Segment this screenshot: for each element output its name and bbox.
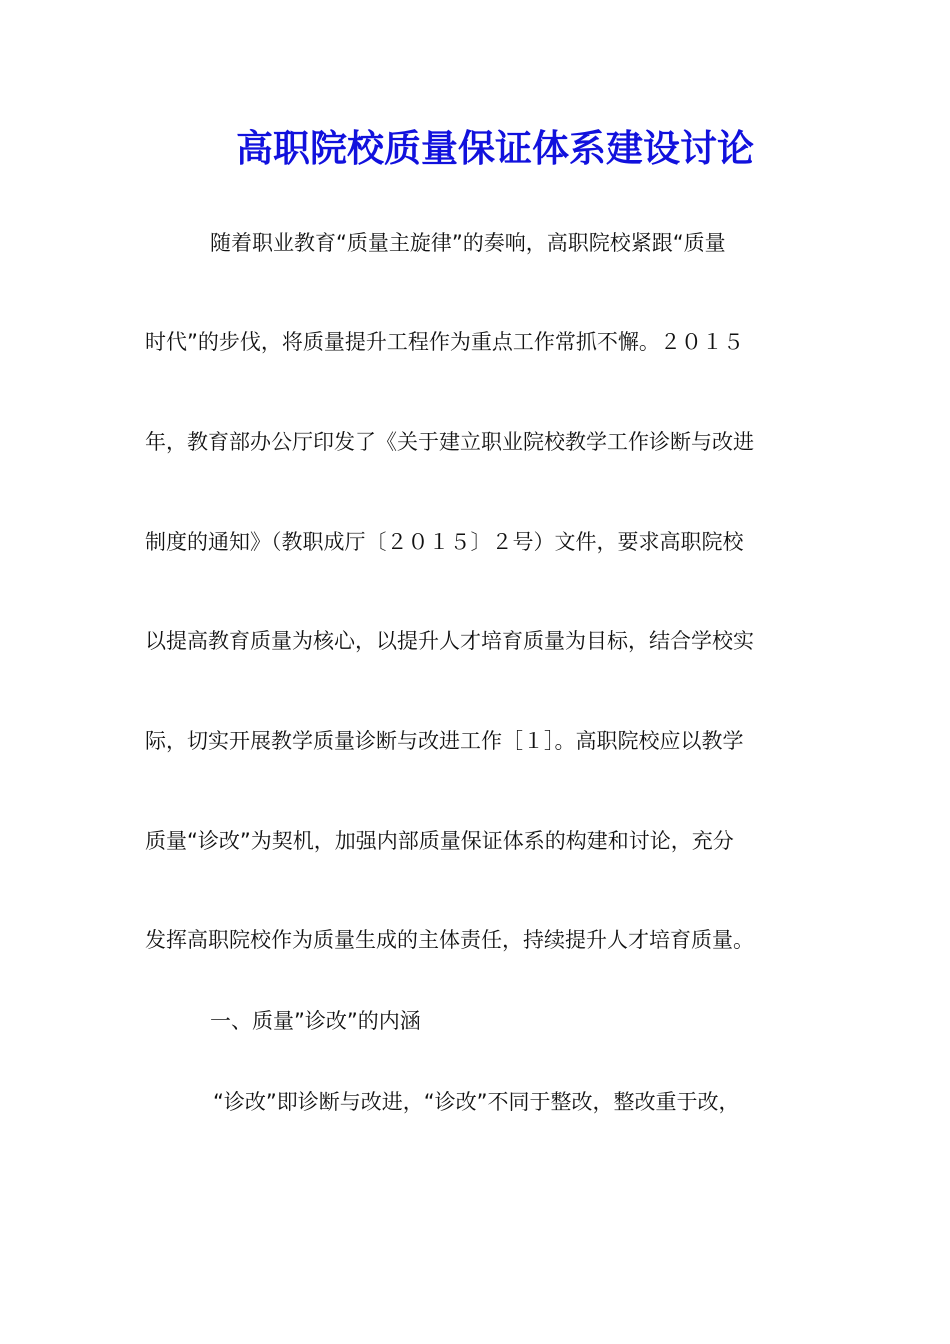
- section-heading: 一、质量”诊改”的内涵: [210, 1009, 421, 1033]
- paragraph-line: 时代”的步伐，将质量提升工程作为重点工作常抓不懈。２０１５: [145, 330, 744, 354]
- paragraph-line: “诊改”即诊断与改进，“诊改”不同于整改，整改重于改，: [213, 1090, 740, 1114]
- paragraph-line: 制度的通知》（教职成厅〔２０１５〕２号）文件，要求高职院校: [145, 530, 744, 554]
- paragraph-line: 年，教育部办公厅印发了《关于建立职业院校教学工作诊断与改进: [145, 430, 754, 454]
- paragraph-line: 发挥高职院校作为质量生成的主体责任，持续提升人才培育质量。: [145, 928, 754, 952]
- paragraph-line: 际，切实开展教学质量诊断与改进工作［１］。高职院校应以教学: [145, 729, 744, 753]
- document-title: 高职院校质量保证体系建设讨论: [236, 126, 754, 170]
- paragraph-line: 质量“诊改”为契机，加强内部质量保证体系的构建和讨论，充分: [145, 829, 734, 853]
- paragraph-line: 随着职业教育“质量主旋律”的奏响，高职院校紧跟“质量: [210, 231, 726, 255]
- paragraph-line: 以提高教育质量为核心，以提升人才培育质量为目标，结合学校实: [145, 629, 754, 653]
